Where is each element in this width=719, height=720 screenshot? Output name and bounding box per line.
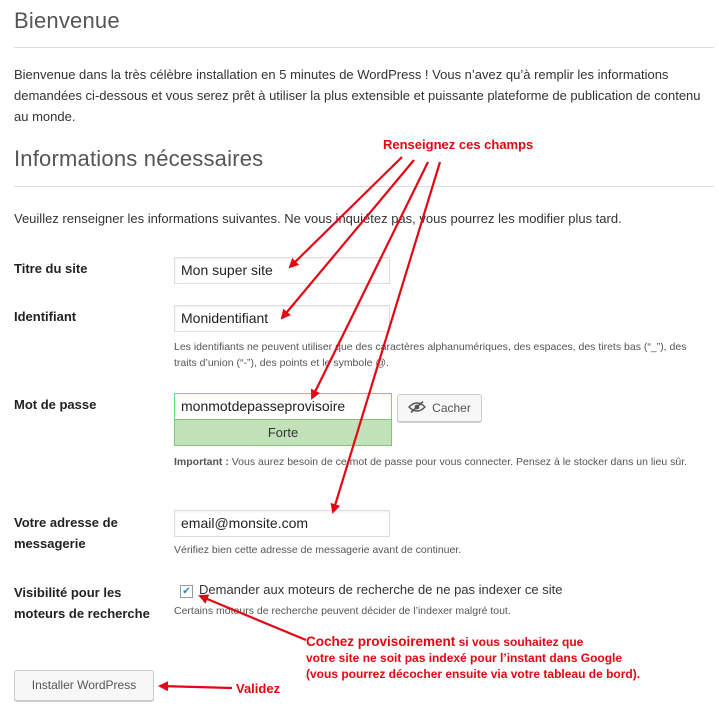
annotation-check-line2: votre site ne soit pas indexé pour l’instant dans Google bbox=[306, 651, 623, 665]
annotation-check-bold: Cochez provisoirement bbox=[306, 634, 456, 649]
checkmark-icon: ✔ bbox=[182, 586, 191, 597]
arrow-to-checkbox bbox=[200, 596, 306, 640]
annotation-fill-fields: Renseignez ces champs bbox=[383, 137, 534, 152]
visibility-help: Certains moteurs de recherche peuvent décider de l’indexer malgré tout. bbox=[174, 605, 511, 617]
password-label: Mot de passe bbox=[14, 397, 97, 412]
visibility-label: Visibilité pour les moteurs de recherche bbox=[14, 585, 150, 621]
arrow-to-username bbox=[282, 160, 414, 318]
arrow-to-email bbox=[333, 162, 440, 512]
site-title-input[interactable]: Mon super site bbox=[174, 257, 390, 284]
info-title: Informations nécessaires bbox=[14, 146, 264, 171]
email-label: Votre adresse de messagerie bbox=[14, 515, 118, 551]
username-label: Identifiant bbox=[14, 309, 77, 324]
no-index-checkbox-label[interactable]: Demander aux moteurs de recherche de ne pas indexer ce site bbox=[199, 582, 563, 597]
username-input[interactable]: Monidentifiant bbox=[174, 305, 390, 332]
annotation-check-line3: (vous pourrez décocher ensuite via votre tableau de bord). bbox=[306, 667, 641, 681]
username-help: Les identifiants ne peuvent utiliser que des caractères alphanumériques, des espaces, des tirets bas (“_”), des traits d’union (“-”), des points et le symbole @. bbox=[174, 341, 687, 369]
email-help: Vérifiez bien cette adresse de messagerie avant de continuer. bbox=[174, 544, 462, 556]
password-input[interactable]: monmotdepasseprovisoire bbox=[174, 393, 392, 420]
welcome-title: Bienvenue bbox=[14, 8, 120, 33]
hide-password-label: Cacher bbox=[432, 401, 471, 415]
important-label: Important : bbox=[174, 456, 229, 468]
welcome-text: Bienvenue dans la très célèbre installation en 5 minutes de WordPress ! Vous n’avez qu’à remplir les informations demandées ci-dessous et vous serez prêt à utiliser la plus extensible et puissante plateforme de publication de contenu au monde. bbox=[14, 67, 701, 124]
important-text: Vous aurez besoin de ce mot de passe pour vous connecter. Pensez à le stocker dans un lieu sûr. bbox=[228, 456, 688, 468]
arrow-to-password bbox=[312, 162, 428, 398]
email-input[interactable]: email@monsite.com bbox=[174, 510, 390, 537]
annotation-check-rest: si vous souhaitez que bbox=[455, 635, 584, 649]
annotation-validate: Validez bbox=[236, 681, 281, 696]
arrow-to-submit bbox=[160, 686, 232, 688]
install-wordpress-button[interactable]: Installer WordPress bbox=[14, 670, 154, 701]
info-subtitle: Veuillez renseigner les informations suivantes. Ne vous inquiétez pas, vous pourrez les modifier plus tard. bbox=[14, 211, 622, 226]
site-title-label: Titre du site bbox=[14, 261, 88, 276]
password-strength-meter: Forte bbox=[174, 419, 392, 446]
